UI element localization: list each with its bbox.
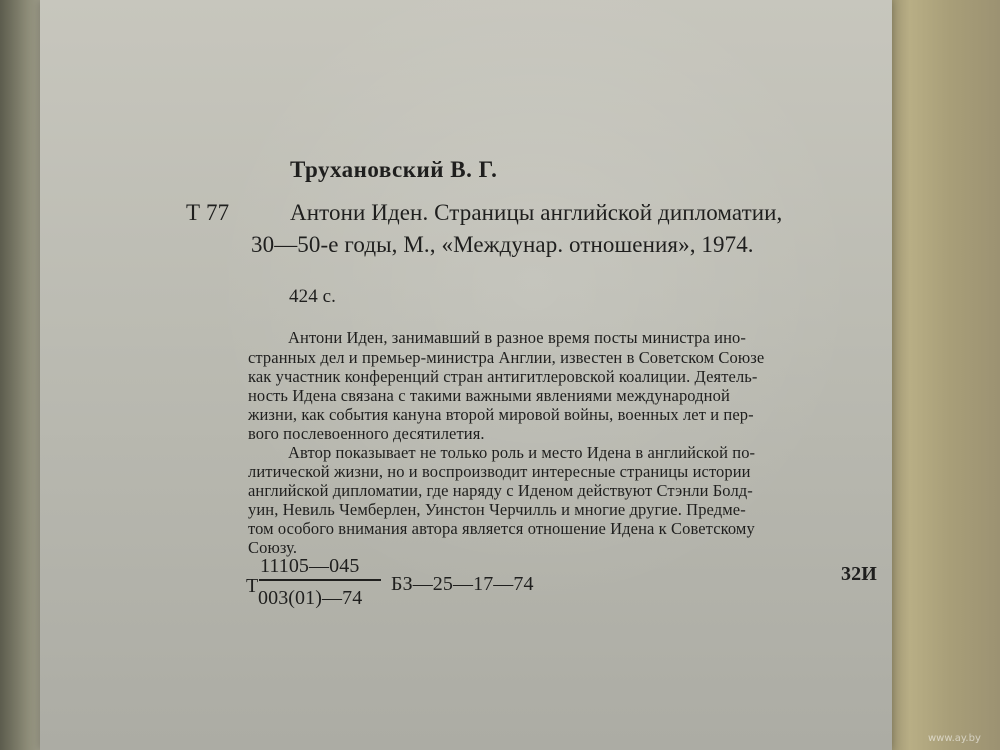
abstract-line-5: жизни, как события кануна второй мировой войны, военных лет и пер- (248, 405, 754, 424)
abstract-line-9: английской дипломатии, где наряду с Иденом действуют Стэнли Болд- (248, 481, 753, 500)
abstract-line-8: литической жизни, но и воспроизводит интересные страницы истории (248, 462, 751, 481)
fraction-numerator: 11105—045 (260, 555, 360, 577)
book-page (40, 0, 892, 750)
price-code: 32И (841, 563, 877, 585)
title-line-1: Антони Иден. Страницы английской дипломатии, (290, 200, 783, 225)
abstract-line-11: том особого внимания автора является отношение Идена к Советскому (248, 519, 755, 538)
abstract-line-3: как участник конференций стран антигитлеровской коалиции. Деятель- (248, 367, 758, 386)
title-line-2: 30—50-е годы, М., «Междунар. отношения», 1974. (251, 232, 754, 257)
abstract-line-10: уин, Невиль Чемберлен, Уинстон Черчилль и многие другие. Предме- (248, 500, 746, 519)
fraction-bar (259, 579, 381, 581)
fraction-prefix: Т (246, 575, 259, 597)
author-name: Трухановский В. Г. (290, 157, 498, 182)
abstract-line-1: Антони Иден, занимавший в разное время посты министра ино- (288, 328, 746, 347)
right-page-edge (890, 0, 1000, 750)
abstract-line-7: Автор показывает не только роль и место Идена в английской по- (288, 443, 756, 462)
bz-code: БЗ—25—17—74 (391, 573, 534, 595)
abstract-line-6: вого послевоенного десятилетия. (248, 424, 485, 443)
watermark: www.ay.by (928, 733, 981, 744)
abstract-line-12: Союзу. (248, 538, 298, 557)
page-count: 424 с. (289, 286, 337, 307)
fraction-denominator: 003(01)—74 (258, 587, 363, 609)
abstract-line-4: ность Идена связана с такими важными явлениями международной (248, 386, 730, 405)
catalog-code: Т 77 (186, 200, 230, 225)
abstract-line-2: странных дел и премьер-министра Англии, известен в Советском Союзе (248, 348, 765, 367)
